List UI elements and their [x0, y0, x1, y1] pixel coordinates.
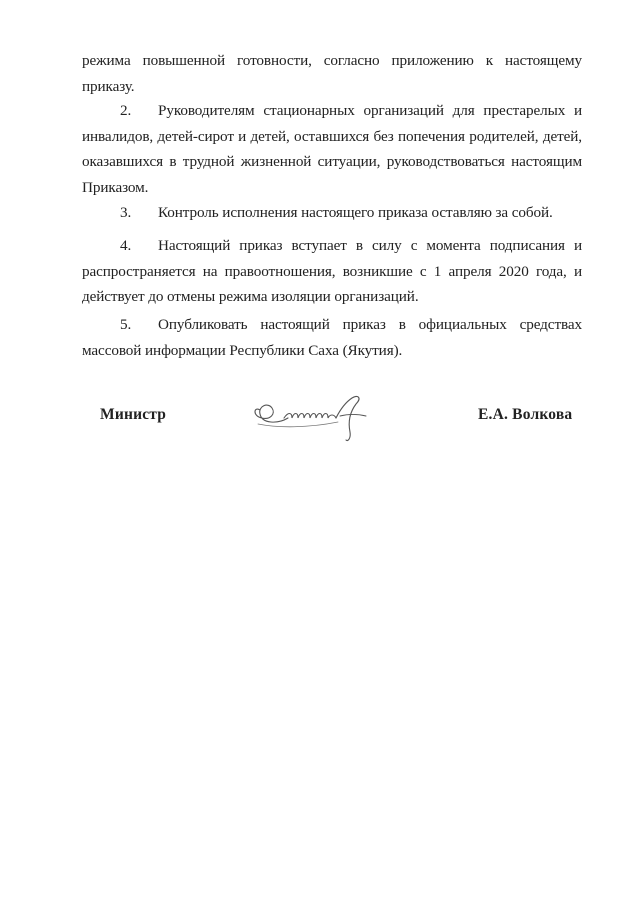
item-text: Руководителям стационарных организаций для престарелых и инвалидов, детей-сирот и детей, оставшихся без попечения родителей, детей, оказавшихся в трудной жизненной ситуации, руководствоваться настоящим Приказом.: [82, 102, 582, 196]
handwritten-signature: [248, 392, 378, 444]
item-text: Опубликовать настоящий приказ в официальных средствах массовой информации Республики Саха (Якутия).: [82, 316, 582, 359]
list-item-5: [82, 312, 582, 363]
signature-block: [0, 392, 640, 452]
signatory-name: Е.А. Волкова: [478, 406, 573, 423]
list-item-2: [82, 98, 582, 200]
item-number: 5.: [120, 316, 132, 333]
item-number: 4.: [120, 237, 132, 254]
item-number: 3.: [120, 204, 132, 221]
list-item-4: [82, 233, 582, 310]
item-text: Настоящий приказ вступает в силу с момента подписания и распространяется на правоотношения, возникшие с 1 апреля 2020 года, и действует до отмены режима изоляции организаций.: [82, 237, 582, 305]
item-number: 2.: [120, 102, 132, 119]
signatory-title: Министр: [100, 406, 167, 423]
continuation-paragraph: режима повышенной готовности, согласно приложению к настоящему приказу.: [82, 52, 582, 95]
item-text: Контроль исполнения настоящего приказа оставляю за собой.: [158, 204, 553, 221]
list-item-3: [82, 200, 582, 226]
